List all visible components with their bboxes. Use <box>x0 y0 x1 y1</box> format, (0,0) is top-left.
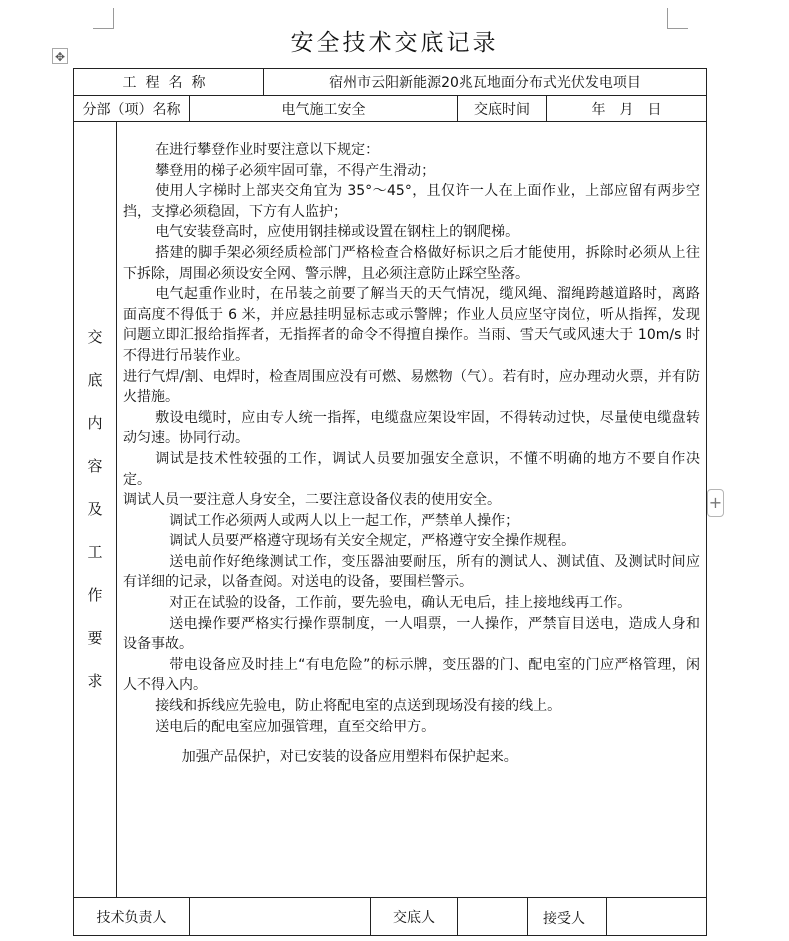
content-paragraph: 送电操作要严格实行操作票制度，一人唱票，一人操作，严禁盲目送电，造成人身和设备事故。 <box>123 615 701 653</box>
side-label-char: 工 <box>87 543 103 561</box>
tech-lead-label: 技术负责人 <box>74 898 190 936</box>
receiver-label: 接受人 <box>543 911 585 927</box>
side-label-char: 容 <box>87 457 103 475</box>
side-label-char: 要 <box>87 629 103 647</box>
document-title: 安全技术交底记录 <box>290 30 499 56</box>
content-paragraph: 调试工作必须两人或两人以上一起工作，严禁单人操作； <box>169 512 520 529</box>
giver-label: 交底人 <box>371 898 458 936</box>
content-paragraph: 进行气焊/割、电焊时，检查周围应没有可燃、易燃物（气）。若有时，应办理动火票，并有防火措施。 <box>123 368 701 406</box>
side-label-char: 求 <box>87 672 103 690</box>
side-label-char: 内 <box>87 414 103 432</box>
division-label: 分部（项）名称 <box>74 96 190 122</box>
plus-icon: + <box>708 493 723 512</box>
receiver-signature-field[interactable] <box>606 898 706 935</box>
content-paragraph: 接线和拆线应先验电，防止将配电室的点送到现场没有接的线上。 <box>155 698 562 715</box>
tech-lead-signature-field[interactable] <box>190 898 371 936</box>
content-paragraph: 搭建的脚手架必须经质检部门严格检查合格做好标识之后才能使用，拆除时必须从上往下拆除，周围必须设安全网、警示牌，且必须注意防止踩空坠落。 <box>123 244 701 282</box>
table-add-column-handle[interactable] <box>707 489 724 517</box>
content-paragraph: 电气起重作业时，在吊装之前要了解当天的天气情况，缆风绳、溜绳跨越道路时，离路面高度不得低于 6 米，并应悬挂明显标志或示警牌；作业人员应坚守岗位，听从指挥，发现问题立即汇报给指挥者，无指挥者的命令不得擅自操作。当雨、雪天气或风速大于 10m/s 时不得进行吊装作业。 <box>123 286 701 364</box>
content-paragraph: 带电设备应及时挂上“有电危险”的标示牌，变压器的门、配电室的门应严格管理，闲人不得入内。 <box>123 656 701 694</box>
side-label-char: 作 <box>87 586 103 604</box>
date-label: 交底时间 <box>458 96 547 122</box>
project-name-label: 工程名称 <box>74 69 264 96</box>
content-paragraph: 调试人员要严格遵守现场有关安全规定，严格遵守安全操作规程。 <box>169 533 576 550</box>
date-value[interactable]: 年 月 日 <box>547 96 707 122</box>
project-name-value[interactable]: 宿州市云阳新能源20兆瓦地面分布式光伏发电项目 <box>264 69 707 96</box>
disclosure-content-body[interactable] <box>117 122 707 898</box>
disclosure-content-label <box>74 122 117 898</box>
side-label-char: 交 <box>87 328 103 346</box>
content-paragraph: 送电前作好绝缘测试工作，变压器油要耐压，所有的测试人、测试值、及测试时间应有详细的记录，以备查阅。对送电的设备，要围栏警示。 <box>123 553 701 591</box>
content-paragraph: 送电后的配电室应加强管理，直至交给甲方。 <box>155 718 436 735</box>
move-cross-icon: ✥ <box>54 50 66 64</box>
division-value[interactable]: 电气施工安全 <box>190 96 458 122</box>
content-paragraph: 电气安装登高时，应使用钢挂梯或设置在钢柱上的钢爬梯。 <box>155 224 520 241</box>
giver-signature-field[interactable] <box>458 898 528 936</box>
receiver-group <box>528 898 707 936</box>
content-paragraph: 在进行攀登作业时要注意以下规定： <box>155 142 380 158</box>
content-paragraph: 加强产品保护，对已安装的设备应用塑料布保护起来。 <box>181 749 518 766</box>
content-paragraph: 对正在试验的设备，工作前，要先验电，确认无电后，挂上接地线再工作。 <box>169 595 632 612</box>
side-label-char: 底 <box>87 371 103 389</box>
content-paragraph: 使用人字梯时上部夹交角宜为 35°～45°，且仅许一人在上面作业，上部应留有两步空挡，支撑必须稳固，下方有人监护； <box>123 183 701 220</box>
record-table <box>73 68 707 936</box>
content-paragraph: 调试是技术性较强的工作，调试人员要加强安全意识，不懂不明确的地方不要自作决定。 <box>123 450 701 488</box>
side-label-char: 及 <box>87 500 103 518</box>
content-paragraph: 敷设电缆时，应由专人统一指挥，电缆盘应架设牢固，不得转动过快，尽量使电缆盘转动匀速。协同行动。 <box>123 409 701 447</box>
content-paragraph: 攀登用的梯子必须牢固可靠，不得产生滑动； <box>155 162 436 179</box>
content-paragraph: 调试人员一要注意人身安全，二要注意设备仪表的使用安全。 <box>123 492 501 509</box>
